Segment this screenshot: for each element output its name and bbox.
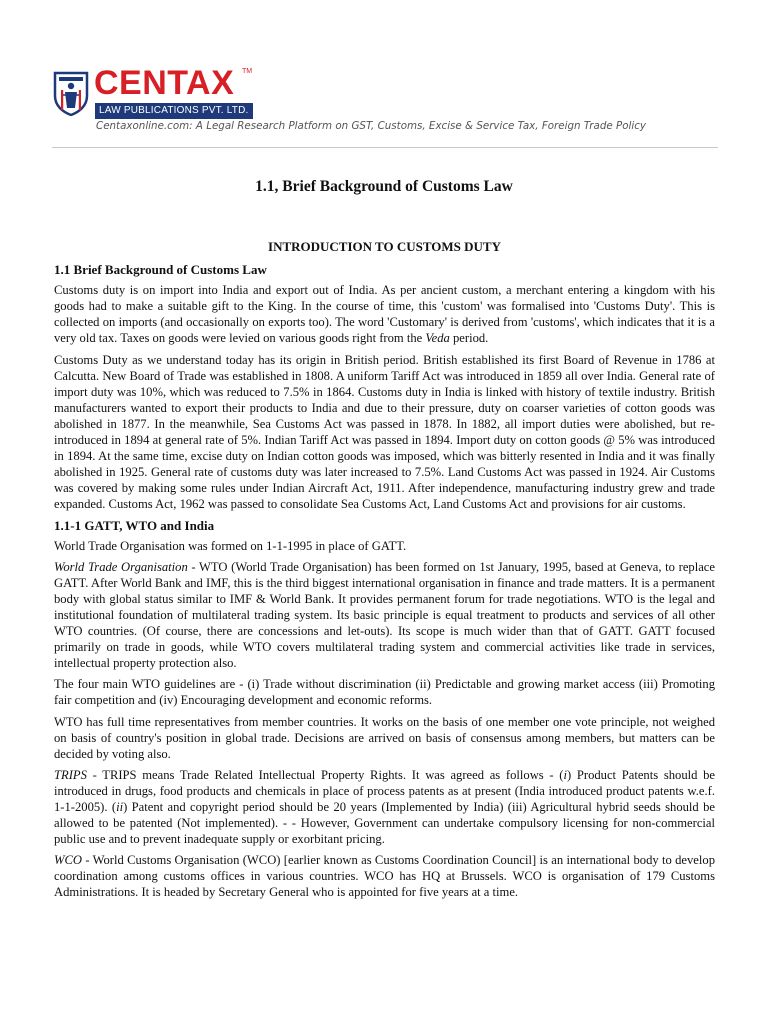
trademark-mark: TM: [242, 68, 253, 75]
brand-subtitle: LAW PUBLICATIONS PVT. LTD.: [95, 103, 253, 119]
intro-heading: INTRODUCTION TO CUSTOMS DUTY: [268, 239, 501, 254]
paragraph-wto-formed: World Trade Organisation was formed on 1-1-1995 in place of GATT.: [54, 538, 407, 553]
paragraph-customs-origin: Customs duty is on import into India and export out of India. As per ancient custom, a merchant entering a kingdom with his goods had to make a suitable gift to the King. In the course of time, this 'custom' was formalised into 'Customs Duty'. This is collected on imports (and occasionally on exports too). The word 'Customary' is derived from 'customs', which indicates that it is a very old tax. Taxes on goods were levied on various goods right from the Veda period.: [54, 283, 715, 346]
paragraph-customs-history: Customs Duty as we understand today has its origin in British period. British established its first Board of Revenue in 1786 at Calcutta. New Board of Trade was established in 1808. A uniform Tariff Act was introduced in 1859 all over India. General rate of import duty was 10%, which was reduced to 7.5% in 1864. Customs duty in India is linked with history of textile industry. British manufacturers wanted to export their products to India and due to their pressure, duty on coarser varieties of cotton goods was abolished in 1877. In the meanwhile, Sea Customs Act was passed in 1878. In 1882, all import duties were abolished, but re-introduced in 1894 at general rate of 5%. Indian Tariff Act was passed in 1894. Import duty on cotton goods @ 5% was introduced in 1894. At the same time, excise duty on Indian cotton goods was imposed, which was bitterly resented in India and it was finally abolished in 1925. General rate of customs duty was later increased to 7.5%. Land Customs Act was passed in 1924. Air Customs was covered by making some rules under Indian Aircraft Act, 1911. After independence, manufacturing industry grew and trade expanded. Customs Act, 1962 was passed to consolidate Sea Customs Act, Land Customs Act and provisions for air customs.: [54, 352, 715, 512]
page-header: [52, 66, 672, 136]
paragraph-wto-description: World Trade Organisation - WTO (World Trade Organisation) has been formed on 1st January, 1995, based at Geneva, to replace GATT. After World Bank and IMF, this is the third biggest international organisation in finance and trade matters. It is a permanent body with global status similar to IMF & World Bank. It provides permanent forum for trade negotiations. WTO is the legal and institutional foundation of multilateral trading system. Its basic principle is equal treatment to products and services of all other WTO countries. (Of course, there are concessions and let-outs). Its scope is much wider than that of GATT. GATT focused primarily on trade in goods, while WTO covers multilateral trading system and commercial activities like trade in services, intellectual property protection also.: [54, 559, 715, 671]
section-heading-gatt-wto: 1.1-1 GATT, WTO and India: [54, 517, 215, 533]
centax-emblem-icon: [52, 70, 90, 116]
document-body: [54, 239, 715, 906]
paragraph-wco: WCO - World Customs Organisation (WCO) [earlier known as Customs Coordination Council] is an international body to develop coordination among customs offices in various countries. WCO has HQ at Brussels. WCO is organisation of 179 Customs Administrations. It is headed by Secretary General who is appointed for five years at a time.: [54, 853, 715, 900]
paragraph-trips: TRIPS - TRIPS means Trade Related Intellectual Property Rights. It was agreed as follows - (i) Product Patents should be introduced in drugs, food products and chemicals in place of process patents as at present (India introduced product patents w.e.f. 1-1-2005). (ii) Patent and copyright period should be 20 years (Implemented by India) (iii) Agricultural hybrid seeds should be allowed to be patented (Not implemented). - - However, Government can undertake compulsory licensing for non-commercial public use and to prevent inadequate supply or exorbitant pricing.: [54, 767, 715, 847]
paragraph-wto-guidelines: The four main WTO guidelines are - (i) Trade without discrimination (ii) Predictable and growing market access (iii) Promoting fair competition and (iv) Encouraging development and economic reforms.: [54, 677, 715, 708]
section-heading-1-1: 1.1 Brief Background of Customs Law: [54, 262, 267, 278]
header-divider: [52, 147, 718, 148]
paragraph-wto-representatives: WTO has full time representatives from member countries. It works on the basis of one member one vote principle, not weighed on basis of country's position in global trade. Decisions are arrived on basis of consensus among members, but matters can be decided by voting also.: [54, 714, 715, 761]
brand-tagline: Centaxonline.com: A Legal Research Platform on GST, Customs, Excise & Service Tax, Foreign Trade Policy: [96, 120, 646, 132]
document-title: 1.1, Brief Background of Customs Law: [255, 178, 513, 195]
brand-name: CENTAX: [94, 64, 235, 102]
